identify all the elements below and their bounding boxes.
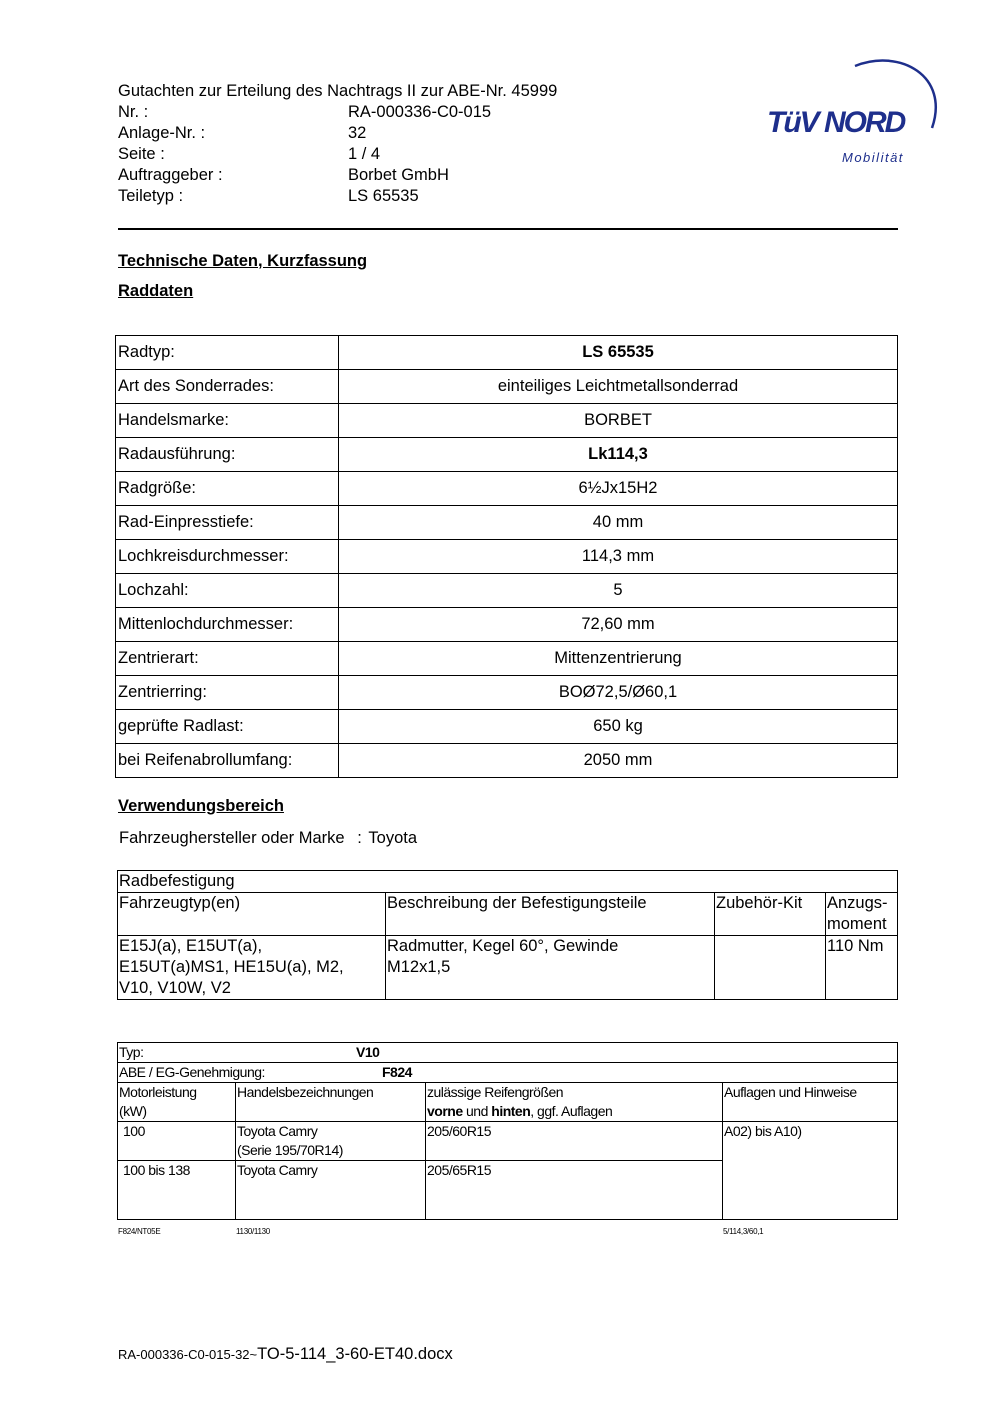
raddaten-row [116,370,898,404]
radbefestigung-title: Radbefestigung [118,871,898,893]
hersteller-label: Fahrzeughersteller oder Marke [119,829,345,847]
raddaten-value: 40 mm [339,506,898,540]
raddaten-row [116,404,898,438]
handel-line: Toyota Camry [237,1123,318,1139]
raddaten-value: 650 kg [339,710,898,744]
raddaten-row [116,608,898,642]
raddaten-row [116,506,898,540]
raddaten-label: Radtyp: [116,336,339,370]
header-label: Seite : [118,145,165,163]
header-value: 32 [348,124,367,142]
raddaten-value: Mittenzentrierung [339,642,898,676]
raddaten-row [116,540,898,574]
raddaten-row [116,642,898,676]
document-title: Gutachten zur Erteilung des Nachtrags II zur ABE-Nr. 45999 [118,82,558,100]
typ-label: Typ: [119,1044,144,1060]
reifen-und: und [462,1103,492,1119]
abe-label: ABE / EG-Genehmigung: [119,1064,265,1080]
raddaten-value: 114,3 mm [339,540,898,574]
header-row-teiletyp [118,186,419,207]
reifen-rest: , ggf. Auflagen [530,1103,613,1119]
motor-line: Motorleistung [119,1084,197,1100]
raddaten-row [116,710,898,744]
logo-brand: TüV NORD [767,106,905,139]
header-value: Borbet GmbH [348,166,449,184]
header-label: Auftraggeber : [118,166,223,184]
reifen-line [427,1102,721,1121]
cell-kw: 100 bis 138 [118,1161,236,1220]
raddaten-label: geprüfte Radlast: [116,710,339,744]
motor-line: (kW) [119,1103,147,1119]
raddaten-label: Art des Sonderrades: [116,370,339,404]
header-value: LS 65535 [348,187,419,205]
raddaten-value: 5 [339,574,898,608]
abe-row [118,1063,898,1083]
page-footer [118,1345,453,1364]
col-header-auflagen: Auflagen und Hinweise [723,1083,898,1122]
reifen-line: zulässige Reifengrößen [427,1084,564,1100]
col-header-anzugsmoment [826,893,898,936]
section-heading-raddaten: Raddaten [118,282,194,300]
hersteller-line [119,829,417,848]
cell-zubehoer-kit [715,936,826,1000]
header-label: Anlage-Nr. : [118,124,206,142]
raddaten-row [116,744,898,778]
typ-row [118,1043,898,1063]
hersteller-value: Toyota [368,829,418,847]
cell-kw: 100 [118,1122,236,1161]
raddaten-label: Lochkreisdurchmesser: [116,540,339,574]
footnote-1130: 1130/1130 [236,1227,270,1236]
cell-fahrzeugtypen [118,936,386,1000]
header-row-seite [118,144,381,165]
raddaten-row [116,472,898,506]
raddaten-label: Mittenlochdurchmesser: [116,608,339,642]
hersteller-sep: : [357,829,362,847]
footer-file: TO-5-114_3-60-ET40.docx [257,1345,453,1363]
cell-handel [236,1161,426,1220]
beschreibung-line: M12x1,5 [387,958,451,976]
radbefestigung-table [117,870,898,1000]
header-value: 1 / 4 [348,145,381,163]
raddaten-value: einteiliges Leichtmetallsonderrad [339,370,898,404]
raddaten-value: 72,60 mm [339,608,898,642]
raddaten-label: Rad-Einpresstiefe: [116,506,339,540]
header-row-anlage [118,123,367,144]
moment-line: moment [827,915,887,933]
raddaten-label: Zentrierring: [116,676,339,710]
cell-beschreibung [386,936,715,1000]
raddaten-value: BORBET [339,404,898,438]
beschreibung-line: Radmutter, Kegel 60°, Gewinde [387,937,619,955]
raddaten-label: Zentrierart: [116,642,339,676]
header-row-auftraggeber [118,165,449,186]
typ-table [117,1042,898,1220]
raddaten-row [116,574,898,608]
reifen-vorne: vorne [427,1103,463,1119]
typen-line: E15UT(a)MS1, HE15U(a), M2, [119,958,344,976]
cell-reifen: 205/65R15 [426,1161,723,1220]
raddaten-label: Handelsmarke: [116,404,339,438]
logo-sub: Mobilität [842,150,904,165]
footnote-lk: 5/114,3/60,1 [723,1227,764,1236]
handel-line: (Serie 195/70R14) [237,1142,343,1158]
raddaten-value: 2050 mm [339,744,898,778]
typen-line: E15J(a), E15UT(a), [119,937,263,955]
cell-handel [236,1122,426,1161]
footnote-f824: F824/NT05E [118,1227,161,1236]
raddaten-table [115,335,898,778]
raddaten-value: Lk114,3 [339,438,898,472]
raddaten-value: BOØ72,5/Ø60,1 [339,676,898,710]
raddaten-row [116,676,898,710]
header-row-nr [118,102,492,123]
cell-anzugsmoment: 110 Nm [826,936,898,1000]
col-header-motorleistung [118,1083,236,1122]
col-header-zubehoer-kit: Zubehör-Kit [715,893,826,936]
raddaten-label: Radausführung: [116,438,339,472]
handel-line: Toyota Camry [237,1162,318,1178]
col-header-reifengroessen [426,1083,723,1122]
header-divider [118,228,898,230]
col-header-handelsbezeichnungen: Handelsbezeichnungen [236,1083,426,1122]
tuv-nord-logo [760,56,945,176]
raddaten-label: Lochzahl: [116,574,339,608]
header-value: RA-000336-C0-015 [348,103,492,121]
section-heading-verwendungsbereich: Verwendungsbereich [118,797,284,815]
raddaten-value: 6½Jx15H2 [339,472,898,506]
cell-reifen: 205/60R15 [426,1122,723,1161]
section-heading-technische-daten: Technische Daten, Kurzfassung [118,252,368,270]
reifen-hinten: hinten [491,1103,531,1119]
typ-value: V10 [356,1044,380,1060]
raddaten-label: Radgröße: [116,472,339,506]
col-header-beschreibung: Beschreibung der Befestigungsteile [386,893,715,936]
abe-value: F824 [382,1064,412,1080]
cell-auflagen: A02) bis A10) [723,1122,898,1220]
raddaten-row [116,336,898,370]
raddaten-label: bei Reifenabrollumfang: [116,744,339,778]
col-header-fahrzeugtyp: Fahrzeugtyp(en) [118,893,386,936]
moment-line: Anzugs- [827,894,888,912]
header-label: Teiletyp : [118,187,184,205]
footer-prefix: RA-000336-C0-015-32~ [118,1347,258,1362]
typen-line: V10, V10W, V2 [119,979,231,997]
header-label: Nr. : [118,103,149,121]
raddaten-value: LS 65535 [339,336,898,370]
raddaten-row [116,438,898,472]
